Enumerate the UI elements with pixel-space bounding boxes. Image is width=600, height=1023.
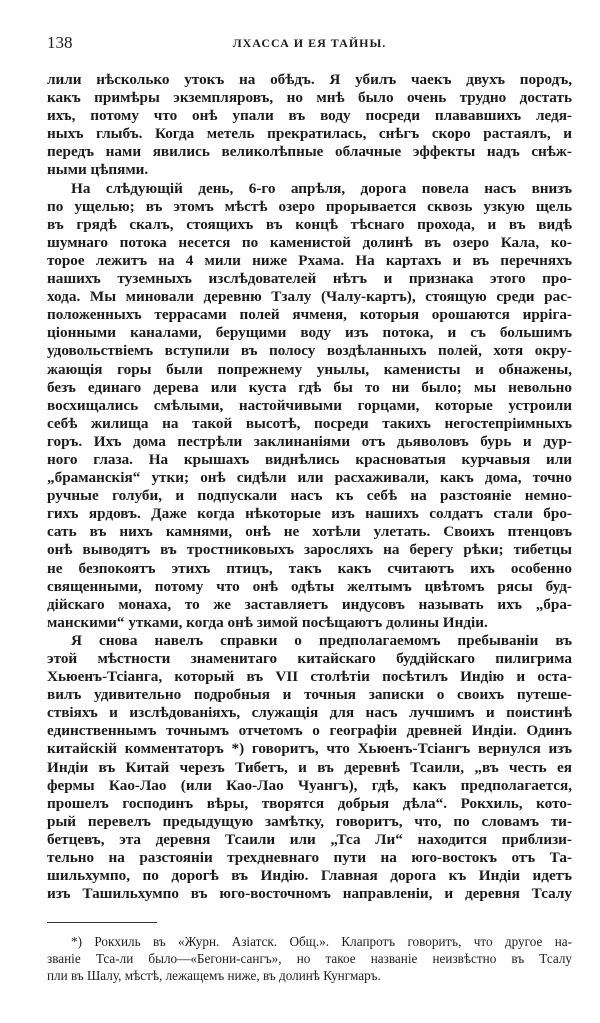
text-line: себѣ жилища на такой высотѣ, посреди такихъ негостепріимныхъ (47, 414, 572, 432)
text-line: Индіи въ Китай черезъ Тибетъ, и въ деревнѣ Тсаили, „въ честь ея (47, 758, 572, 776)
text-line: Я снова навелъ справки о предполагаемомъ пребываніи въ (71, 631, 572, 649)
footnote-line: званіе Тса-ли было—«Бегони-сангъ», но такое названіе неизвѣстно въ Тсалу (47, 951, 572, 966)
text-line: священными, потому что онѣ одѣты желтымъ цвѣтомъ рясы буд- (47, 577, 572, 595)
text-line: прошелъ господинъ вѣры, творятся добрыя дѣла“. Рокхиль, кото- (47, 794, 572, 812)
paragraph (47, 632, 572, 903)
text-line: вилъ удивительно подробныя и точныя записки о своихъ путеше- (47, 686, 572, 704)
text-line: въ грядѣ скалъ, стоящихъ въ концѣ тѣснаго прохода, и въ видѣ (47, 215, 572, 233)
text-line: тельно на разстояніи трехдневнаго пути на юго-востокъ отъ Та- (47, 849, 572, 867)
paragraph (47, 71, 572, 180)
text-line: по ущелью; въ этомъ мѣстѣ озеро прорывается сквозь узкую щель (47, 197, 572, 215)
text-line: нашихъ туземныхъ изслѣдователей нѣтъ и признака этого про- (47, 270, 572, 288)
text-line: шильхумпо, по дорогѣ въ Индію. Главная дорога къ Индіи идетъ (47, 867, 572, 885)
text-line: ного глаза. На крышахъ виднѣлись красноватыя курчавыя или (47, 450, 572, 468)
text-line: дійскаго монаха, то же заставляетъ индусовъ называть ихъ „бра- (47, 595, 572, 613)
text-line: лили нѣсколько утокъ на обѣдъ. Я убилъ чаекъ двухъ породъ, (47, 71, 572, 88)
text-line: ціонными каналами, берущими воду изъ потока, и съ большимъ (47, 324, 572, 342)
text-line: фермы Као-Лао (или Као-Лао Чуангъ), гдѣ, какъ предполагается, (47, 776, 572, 794)
text-line: онѣ выводятъ въ тростниковыхъ заросляхъ на берегу рѣки; тибетцы (47, 541, 572, 559)
paragraph (47, 180, 572, 632)
text-line: изъ Ташильхумпо въ юго-восточномъ направленіи, и деревня Тсалу (47, 885, 572, 903)
text-line: Хьюенъ-Тсіанга, который въ VII столѣтіи посѣтилъ Индію и оста- (47, 668, 572, 686)
text-line: гихъ ярдовъ. Даже когда нѣкоторые изъ нашихъ солдатъ стали бро- (47, 505, 572, 523)
text-line: ихъ, потому что онѣ упали въ воду посреди плававшихъ ледя- (47, 107, 572, 125)
text-line: ными цѣпями. (47, 161, 149, 179)
text-line: какъ примѣры экземпляровъ, но мнѣ было очень трудно достать (47, 89, 572, 107)
text-line: торое лежитъ на 4 мили ниже Рхама. На картахъ и въ перечняхъ (47, 251, 572, 269)
text-line: безъ единаго дерева или куста гдѣ бы то ни было; мы невольно (47, 378, 572, 396)
text-line: положенныхъ террасами полей ячменя, которыя орошаются ирріга- (47, 306, 572, 324)
text-line: „браманскія“ утки; онѣ сидѣли или расхаживали, какъ дома, точно (47, 469, 572, 487)
text-line: манскими“ утками, когда онѣ зимой посѣщаютъ долины Индіи. (47, 613, 488, 631)
text-line: сать въ нихъ камнями, онѣ не хотѣли улетать. Своихъ птенцовъ (47, 523, 572, 541)
page-number: 138 (47, 33, 73, 52)
footnote (47, 933, 572, 984)
body-text (47, 71, 572, 903)
text-line: шумнаго потока несется по каменистой долинѣ въ озеро Кала, ко- (47, 233, 572, 251)
text-line: ручные голуби, и подпускали насъ къ себѣ на разстояніе немно- (47, 487, 572, 505)
text-line: единственнымъ точнымъ отчетомъ о географіи древней Индіи. Одинъ (47, 722, 572, 740)
text-line: китайскій комментаторъ *) говоритъ, что Хьюенъ-Тсіангъ вернулся изъ (47, 740, 572, 758)
text-line: не безпокоятъ этихъ птицъ, такъ какъ считаютъ ихъ особенно (47, 559, 572, 577)
text-line: жающія горы были попрежнему унылы, каменисты и обнажены, (47, 360, 572, 378)
footnote-line: *) Рокхиль въ «Журн. Азіатск. Общ.». Клапротъ говоритъ, что другое на- (71, 934, 572, 949)
text-line: ствіяхъ и изслѣдованіяхъ, служащія для насъ лучшимъ и поистинѣ (47, 704, 572, 722)
text-line: восхищались смѣлыми, настойчивыми горцами, которые устроили (47, 396, 572, 414)
running-header (47, 33, 572, 53)
running-title: ЛХАССА И ЕЯ ТАЙНЫ. (232, 36, 387, 50)
footnote-line: пли въ Шалу, мѣстѣ, лежащемъ ниже, въ долинѣ Кунгмаръ. (47, 968, 381, 983)
text-line: этой мѣстности знаменитаго китайскаго буддійскаго пилигрима (47, 650, 572, 667)
text-line: бетцевъ, эта деревня Тсаили или „Тса Ли“ находится приблизи- (47, 830, 572, 848)
footnote-divider (47, 922, 157, 923)
text-line: ныхъ глыбъ. Когда метель прекратилась, снѣгъ скоро растаялъ, и (47, 125, 572, 143)
text-line: рый перевелъ предыдущую замѣтку, говоритъ, что, по словамъ ти- (47, 812, 572, 830)
text-line: горъ. Ихъ дома пестрѣли заклинаніями отъ дьяволовъ бурь и дур- (47, 432, 572, 450)
text-line: На слѣдующій день, 6-го апрѣля, дорога повела насъ внизъ (71, 179, 572, 197)
text-line: удовольствіемъ вступили въ полосу воздѣланныхъ полей, хотя окру- (47, 342, 572, 360)
text-line: передъ нами явились великолѣпные облачные эффекты надъ снѣж- (47, 143, 572, 161)
text-line: хода. Мы миновали деревню Тзалу (Чалу-картъ), стоящую среди рас- (47, 288, 572, 306)
